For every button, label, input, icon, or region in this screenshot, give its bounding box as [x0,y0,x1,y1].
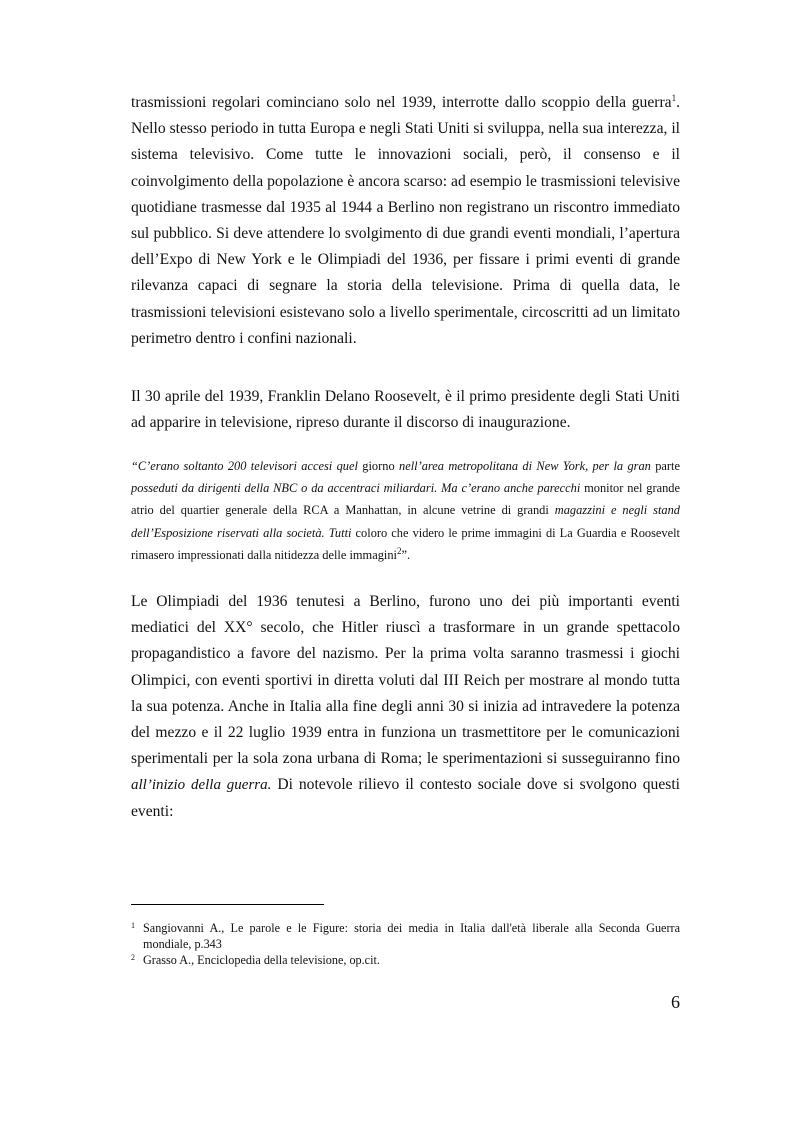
quote-italic-text: magazzini e negli stand dell’Esposizione riservati alla società. Tutti [131,503,680,540]
paragraph-text: trasmissioni regolari cominciano solo nel 1939, interrotte dallo scoppio della guerra [131,94,672,111]
paragraph-text: Le Olimpiadi del 1936 tenutesi a Berlino, furono uno dei più importanti eventi mediatici del XX° secolo, che Hitler riuscì a trasformare in un grande spettacolo propagandistico a favore del nazismo. Per la prima volta saranno trasmessi i giochi Olimpici, con eventi sportivi in diretta voluti dal III Reich per mostrare al mondo tutta la sua potenza. Anche in Italia alla fine degli anni 30 si inizia ad intravedere la potenza del mezzo e il 22 luglio 1939 entra in funziona un trasmettitore per le comunicazioni sperimentali per la sola zona urbana di Roma; le sperimentazioni si susseguiranno fino [131,593,680,768]
paragraph-olympics [131,589,680,825]
paragraph-italic-text: all’inizio della guerra. [131,777,272,794]
footnote-1 [131,921,680,953]
footnote-ref-2[interactable]: 2 [396,545,402,556]
footnote-text: Grasso A., Enciclopedia della televisione, op.cit. [143,952,380,967]
footnote-number: 1 [131,921,135,930]
page-number: 6 [671,992,680,1012]
quote-text: monitor nel grande atrio del quartier generale della RCA a Manhattan, in alcune vetrine di grandi [131,481,680,518]
quote-text: giorno [357,459,399,473]
paragraph-text: . Nello stesso periodo in tutta Europa e negli Stati Uniti si sviluppa, nella sua interezza, il sistema televisivo. Come tutte le innovazioni sociali, però, il consenso e il coinvolgimento della popolazione è ancora scarso: ad esempio le trasmissioni televisive quotidiane trasmesse dal 1935 al 1944 a Berlino non registrano un riscontro immediato sul pubblico. Si deve attendere lo svolgimento di due grandi eventi mondiali, l’apertura dell’Expo di New York e le Olimpiadi del 1936, per fissare i primi eventi di grande rilevanza capaci di segnare la storia della televisione. Prima di quella data, le trasmissioni televisioni esistevano solo a livello sperimentale, circoscritti ad un limitato perimetro dentro i confini nazionali. [131,94,680,347]
quote-italic-text: posseduti da dirigenti della NBC o da accentraci miliardari. Ma c’erano anche parecchi [131,481,581,496]
quote-italic-text: nell’area metropolitana di New York, per la gran [399,459,651,473]
quote-closing: ”. [401,547,411,562]
quote-text: parte [650,459,680,473]
footnote-text: Sangiovanni A., Le parole e le Figure: storia dei media in Italia dall'età liberale alla Seconda Guerra mondiale, p.343 [143,921,680,951]
block-quote [131,455,680,566]
footnote-number: 2 [131,952,135,962]
paragraph-roosevelt: Il 30 aprile del 1939, Franklin Delano Roosevelt, è il primo presidente degli Stati Uniti ad apparire in televisione, ripreso durante il discorso di inaugurazione. [131,388,680,432]
footnote-separator [131,904,324,905]
footnote-ref-1[interactable]: 1 [671,92,677,103]
quote-italic-text: “C’erano soltanto 200 televisori accesi quel [131,459,358,473]
quote-text: coloro che videro le prime immagini di La Guardia e Roosevelt rimasero impressionati dalla nitidezza delle immagini [131,525,680,562]
paragraph-text: Di notevole rilievo il contesto sociale dove si svolgono questi eventi: [131,776,681,820]
footnotes [131,921,680,968]
paragraph-tv-history [131,90,680,352]
footnote-2 [131,953,680,969]
